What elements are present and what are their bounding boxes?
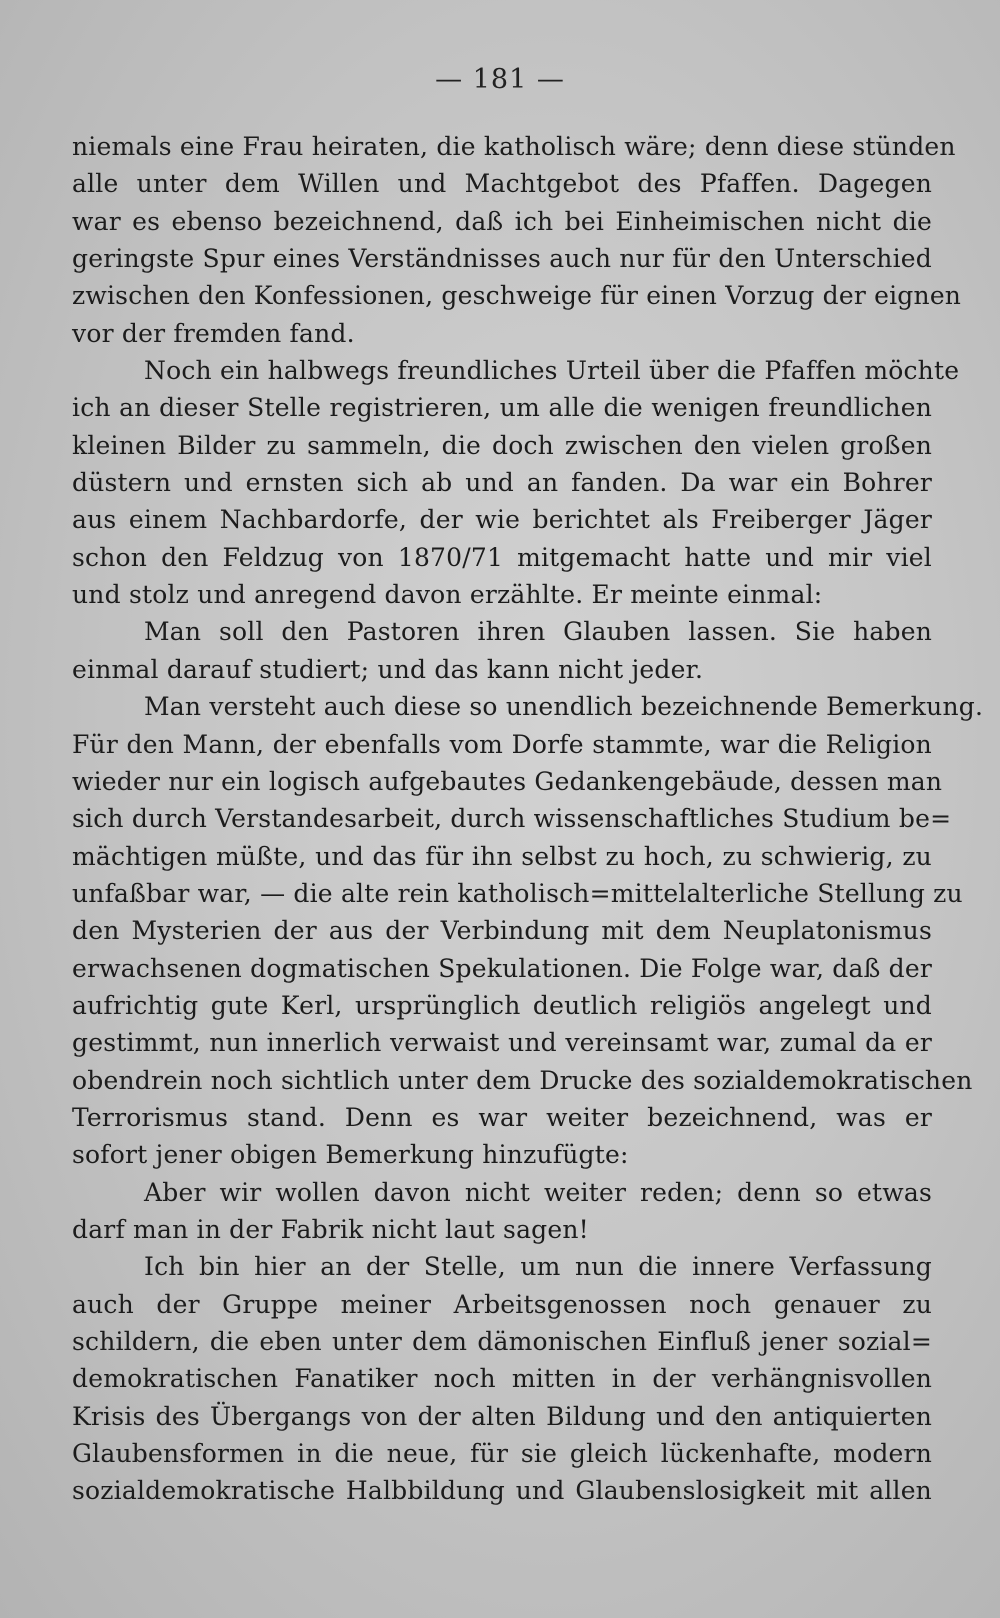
text-line: den Mysterien der aus der Verbindung mit dem Neuplatonismus bbox=[72, 916, 932, 946]
text-line: sofort jener obigen Bemerkung hinzufügte: bbox=[72, 1140, 629, 1170]
text-line: schon den Feldzug von 1870/71 mitgemacht hatte und mir viel bbox=[72, 542, 932, 572]
text-line: aufrichtig gute Kerl, ursprünglich deutlich religiös angelegt und bbox=[72, 990, 932, 1020]
text-line: ich an dieser Stelle registrieren, um alle die wenigen freundlichen bbox=[72, 393, 932, 423]
text-line: darf man in der Fabrik nicht laut sagen! bbox=[72, 1214, 589, 1244]
text-line: Ich bin hier an der Stelle, um nun die innere Verfassung bbox=[144, 1252, 932, 1282]
page-number: — 181 — bbox=[435, 64, 565, 95]
text-line: demokratischen Fanatiker noch mitten in der verhängnisvollen bbox=[72, 1364, 932, 1394]
text-line: Für den Mann, der ebenfalls vom Dorfe stammte, war die Religion bbox=[72, 729, 932, 759]
text-line: Man versteht auch diese so unendlich bezeichnende Bemerkung. bbox=[144, 692, 984, 722]
text-line: Man soll den Pastoren ihren Glauben lassen. Sie haben bbox=[144, 617, 932, 647]
text-line: mächtigen müßte, und das für ihn selbst zu hoch, zu schwierig, zu bbox=[72, 841, 932, 871]
text-line: sich durch Verstandesarbeit, durch wissenschaftliches Studium be= bbox=[72, 804, 952, 834]
text-line: war es ebenso bezeichnend, daß ich bei Einheimischen nicht die bbox=[72, 206, 932, 236]
text-line: Krisis des Übergangs von der alten Bildung und den antiquierten bbox=[72, 1401, 932, 1431]
text-line: Terrorismus stand. Denn es war weiter bezeichnend, was er bbox=[72, 1102, 932, 1132]
text-line: kleinen Bilder zu sammeln, die doch zwischen den vielen großen bbox=[72, 430, 932, 460]
text-line: sozialdemokratische Halbbildung und Glaubenslosigkeit mit allen bbox=[72, 1476, 932, 1506]
text-line: niemals eine Frau heiraten, die katholisch wäre; denn diese stünden bbox=[72, 132, 956, 161]
text-line: erwachsenen dogmatischen Spekulationen. Die Folge war, daß der bbox=[72, 953, 932, 983]
paragraph bbox=[72, 352, 960, 613]
paragraph bbox=[72, 1248, 932, 1509]
text-line: gestimmt, nun innerlich verwaist und vereinsamt war, zumal da er bbox=[72, 1028, 932, 1058]
text-line: schildern, die eben unter dem dämonischen Einfluß jener sozial= bbox=[72, 1327, 932, 1356]
text-line: düstern und ernsten sich ab und an fanden. Da war ein Bohrer bbox=[72, 468, 932, 498]
text-line: obendrein noch sichtlich unter dem Drucke des sozialdemokratischen bbox=[72, 1065, 973, 1095]
text-line: wieder nur ein logisch aufgebautes Gedankengebäude, dessen man bbox=[72, 766, 943, 796]
text-line: geringste Spur eines Verständnisses auch nur für den Unterschied bbox=[72, 244, 932, 274]
text-line: Noch ein halbwegs freundliches Urteil über die Pfaffen möchte bbox=[144, 356, 960, 386]
text-line: unfaßbar war, — die alte rein katholisch=mittelalterliche Stellung zu bbox=[72, 878, 963, 908]
paragraph bbox=[72, 1174, 932, 1249]
body-text bbox=[72, 128, 984, 1510]
paragraph bbox=[72, 688, 984, 1173]
text-line: Glaubensformen in die neue, für sie gleich lückenhafte, modern bbox=[72, 1439, 932, 1469]
text-line: auch der Gruppe meiner Arbeitsgenossen noch genauer zu bbox=[72, 1289, 932, 1319]
text-line: Aber wir wollen davon nicht weiter reden; denn so etwas bbox=[144, 1177, 932, 1207]
text-line: zwischen den Konfessionen, geschweige für einen Vorzug der eignen bbox=[72, 281, 962, 311]
paragraph bbox=[72, 613, 932, 688]
text-line: und stolz und anregend davon erzählte. Er meinte einmal: bbox=[72, 580, 823, 610]
text-line: aus einem Nachbardorfe, der wie berichtet als Freiberger Jäger bbox=[72, 505, 932, 535]
text-line: alle unter dem Willen und Machtgebot des Pfaffen. Dagegen bbox=[72, 169, 932, 199]
paragraph bbox=[72, 128, 962, 352]
text-line: einmal darauf studiert; und das kann nicht jeder. bbox=[72, 654, 704, 684]
text-line: vor der fremden fand. bbox=[72, 318, 355, 348]
